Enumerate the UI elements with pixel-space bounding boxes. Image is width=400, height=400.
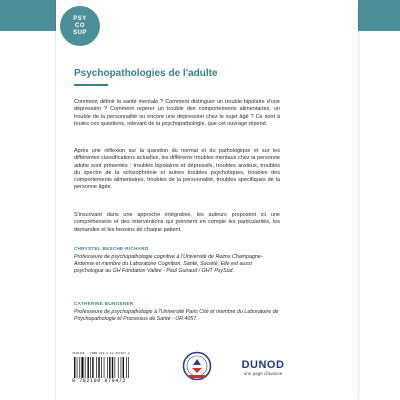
logo-line-3: SUP bbox=[73, 29, 87, 36]
publisher-tagline: une page d'avance bbox=[243, 371, 283, 376]
barcode-bars-icon bbox=[74, 357, 136, 378]
author-2-name: CATHERINE BUNGENER bbox=[74, 301, 134, 306]
book-back-cover bbox=[56, 0, 358, 400]
paragraph-1: Comment définir la santé mentale ? Comment distinguer un trouble bipolaire d'une dépression ? Comment repérer un trouble des comportements alimentaires, un trouble de la personnalité ou encore une dépression chez le sujet âgé ? Ce sont à toutes ces questions, relevant de la psychopathologie, que cet ouvrage répond. bbox=[74, 99, 280, 127]
publisher-logo bbox=[238, 359, 288, 376]
logo-line-2: CO bbox=[75, 22, 85, 29]
recycle-badge-icon bbox=[182, 351, 212, 381]
barcode-top-text: 3196486 · ISBN 978-2-10-087947-2 bbox=[72, 352, 130, 355]
author-1-name: CHRYSTEL BESCHE-RICHARD bbox=[74, 246, 149, 251]
logo-line-1: PSY bbox=[73, 15, 87, 22]
isbn-barcode bbox=[72, 352, 138, 384]
book-title: Psychopathologies de l'adulte bbox=[74, 68, 218, 79]
author-2-description: Professeure de psychopathologie à l'Université Paris Cité et membre du Laboratoire de Psychopathologie et Processus de Santé - UR 4057. bbox=[74, 309, 279, 323]
paragraph-3: S'inscrivant dans une approche intégrative, les auteurs proposent ici une compréhension et des interventions qui prennent en compte les particularités, les demandes et les besoins de chaque patient. bbox=[74, 212, 280, 233]
paragraph-2: Après une réflexion sur la question du normal et du pathologique et sur les différentes classifications actuelles, les différents troubles mentaux chez la personne adulte sont présentés : troubles bipolaires et dépressifs, troubles anxieux, troubles du spectre de la schizophrénie et autres troubles psychotiques, troubles des comportements alimentaires, troubles de la personnalité, troubles spécifiques de la personne âgée. bbox=[74, 148, 280, 191]
isbn-number: 9 782100 879472 bbox=[72, 378, 127, 384]
collection-logo bbox=[60, 6, 100, 46]
publisher-name: DUNOD bbox=[241, 359, 285, 371]
author-1-description: Professeure de psychopathologie cognitive à l'Université de Reims Champagne-Ardenne et membre du Laboratoire Cognition, Santé, Société. Elle est aussi psychologue au GH Fondation Vallée - Paul Guiraud / GHT PsySud. bbox=[74, 254, 263, 275]
title-underline bbox=[74, 84, 108, 86]
